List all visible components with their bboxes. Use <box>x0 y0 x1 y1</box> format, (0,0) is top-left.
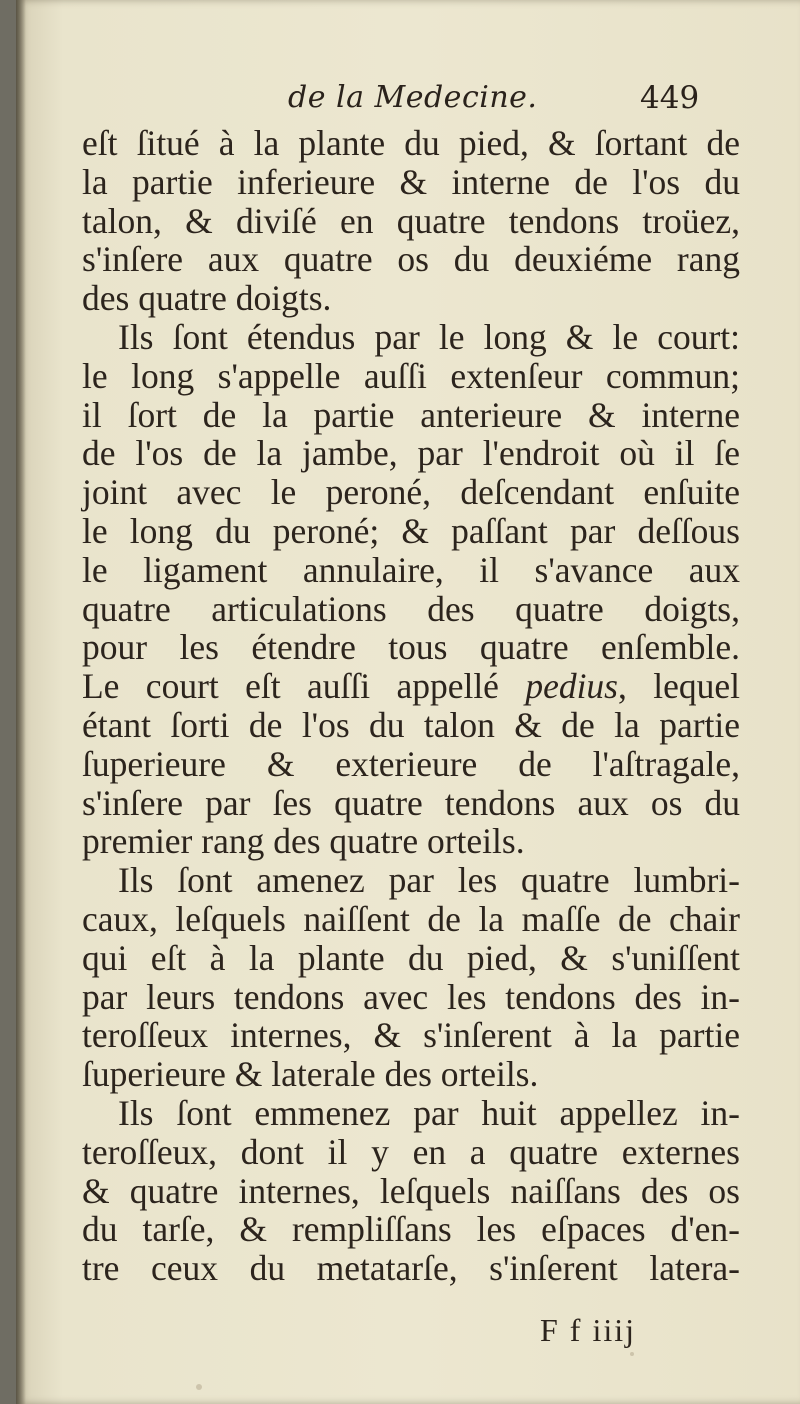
text-line: tre ceux du metatarſe, s'inſerent latera- <box>82 1248 740 1289</box>
page-number: 449 <box>640 80 700 116</box>
text-line: premier rang des quatre orteils. <box>82 821 525 862</box>
text-segment: , lequel <box>618 666 740 707</box>
text-line: le long du peroné; & paſſant par deſſous <box>82 510 740 551</box>
text-line: joint avec le peroné, deſcendant enſuite <box>82 472 740 513</box>
text-line: le long s'appelle auſſi extenſeur commun; <box>82 355 740 396</box>
text-line: étant ſorti de l'os du talon & de la partie <box>82 704 740 745</box>
text-line: de l'os de la jambe, par l'endroit où il ſe <box>82 433 740 474</box>
text-line: ſuperieure & exterieure de l'aſtragale, <box>82 743 740 784</box>
text-line: la partie inferieure & interne de l'os du <box>82 161 740 202</box>
text-line: ſuperieure & laterale des orteils. <box>82 1054 539 1095</box>
signature-mark: F f iiij <box>540 1312 637 1348</box>
text-line: Ils ſont emmenez par huit appellez in- <box>118 1092 740 1133</box>
text-line: Ils ſont amenez par les quatre lumbri- <box>118 860 740 901</box>
text-line: il ſort de la partie anterieure & interne <box>82 394 740 435</box>
text-line: s'inſere aux quatre os du deuxiéme rang <box>82 239 740 280</box>
text-line: talon, & diviſé en quatre tendons troüez, <box>82 200 740 241</box>
text-line: & quatre internes, leſquels naiſſans des os <box>82 1170 740 1211</box>
text-line: le ligament annulaire, il s'avance aux <box>82 549 740 590</box>
text-line-with-italic <box>82 667 740 706</box>
text-line: caux, leſquels naiſſent de la maſſe de chair <box>82 898 740 939</box>
text-line: teroſſeux internes, & s'inſerent à la partie <box>82 1015 740 1056</box>
body-text <box>82 124 740 1288</box>
text-line: Ils ſont étendus par le long & le court: <box>118 316 740 357</box>
text-line: eſt ſitué à la plante du pied, & ſortant de <box>82 123 740 163</box>
paper-spot <box>196 1384 202 1390</box>
page-header <box>0 72 800 122</box>
text-line: s'inſere par ſes quatre tendons aux os du <box>82 782 740 823</box>
text-line: qui eſt à la plante du pied, & s'uniſſent <box>82 937 740 978</box>
text-line: quatre articulations des quatre doigts, <box>82 588 740 629</box>
running-title: de la Medecine. <box>288 80 538 115</box>
text-line: des quatre doigts. <box>82 278 332 319</box>
paper-spot <box>630 1352 634 1356</box>
text-line: pour les étendre tous quatre enſemble. <box>82 627 740 668</box>
text-line: teroſſeux, dont il y en a quatre externes <box>82 1131 740 1172</box>
page-gutter-shadow <box>16 0 26 1404</box>
text-line: par leurs tendons avec les tendons des in- <box>82 976 740 1017</box>
italic-term: pedius <box>525 666 618 707</box>
text-line: du tarſe, & rempliſſans les eſpaces d'en- <box>82 1209 740 1250</box>
text-segment: Le court eſt auſſi appellé <box>82 666 526 707</box>
